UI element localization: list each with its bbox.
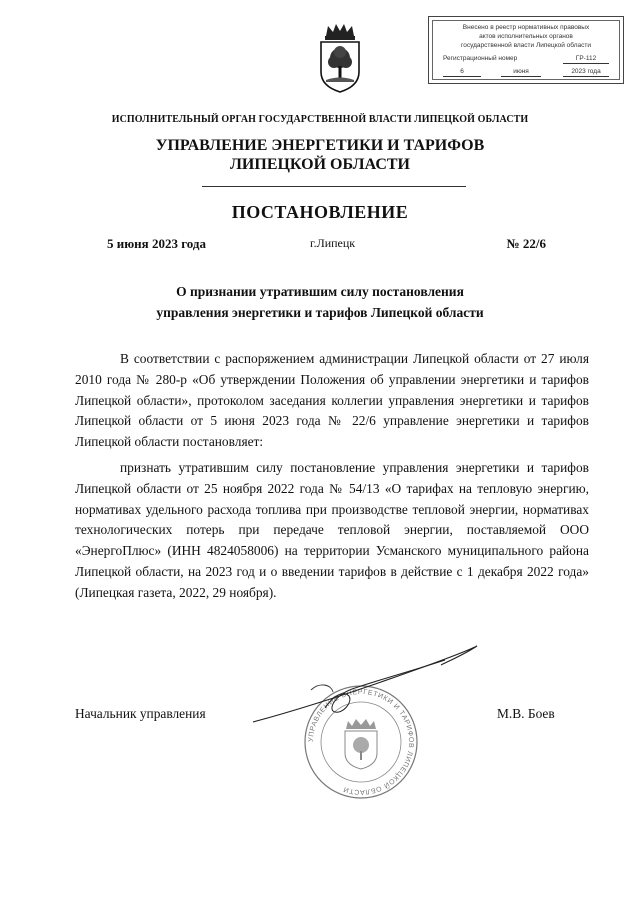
reg-number-label: Регистрационный номер — [443, 55, 518, 62]
seal-text: УПРАВЛЕНИЕ ЭНЕРГЕТИКИ И ТАРИФОВ ЛИПЕЦКОЙ ОБЛАСТИ — [307, 688, 415, 796]
lipetsk-coat-of-arms-icon — [316, 22, 364, 94]
body-paragraph-2: признать утратившим силу постановление управления энергетики и тарифов Липецкой области от 25 ноября 2022 года № 54/13 «О тарифах на тепловую энергию, нормативах удельного расхода топлива при производстве тепловой энергии, нормативах технологических потерь при передаче тепловой энергии, поставляемой ООО «ЭнергоПлюс» (ИНН 4824058006) на территории Усманского муниципального района Липецкой области, на 2023 год и о введении тарифов в действие с 1 декабря 2022 года» (Липецкая газета, 2022, 29 ноября). — [75, 460, 589, 600]
reg-stamp-line2: актов исполнительных органов — [479, 33, 573, 40]
reg-day: 6 — [443, 67, 481, 77]
document-city: г.Липецк — [310, 236, 356, 250]
subject-line2: управления энергетики и тарифов Липецкой области — [156, 305, 484, 320]
document-number: № 22/6 — [506, 236, 546, 251]
document-date: 5 июня 2023 года — [107, 236, 206, 251]
reg-stamp-line3: государственной власти Липецкой области — [460, 42, 591, 49]
subject-line1: О признании утратившим силу постановления — [176, 284, 464, 299]
registration-stamp — [428, 16, 624, 84]
body-paragraph-1: В соответствии с распоряжением администрации Липецкой области от 27 июля 2010 года № 280-р «Об утверждении Положения об управлении энергетики и тарифов Липецкой области», протоколом заседания коллегии управления энергетики и тарифов Липецкой области от 5 июня 2023 года № 22/6 управление энергетики и тарифов Липецкой области постановляет: — [75, 351, 589, 450]
handwritten-signature — [215, 630, 495, 730]
reg-stamp-line1: Внесено в реестр нормативных правовых — [462, 24, 590, 31]
department-name-line1: УПРАВЛЕНИЕ ЭНЕРГЕТИКИ И ТАРИФОВ — [155, 137, 485, 154]
header-divider — [202, 186, 466, 187]
document-type-title: ПОСТАНОВЛЕНИЕ — [231, 202, 409, 222]
reg-month: июня — [501, 67, 541, 77]
signatory-title: Начальник управления — [75, 706, 206, 721]
signatory-name: М.В. Боев — [497, 706, 555, 721]
reg-number-value: ГР-112 — [563, 54, 609, 64]
issuing-organization: ИСПОЛНИТЕЛЬНЫЙ ОРГАН ГОСУДАРСТВЕННОЙ ВЛАСТИ ЛИПЕЦКОЙ ОБЛАСТИ — [111, 114, 529, 125]
department-name-line2: ЛИПЕЦКОЙ ОБЛАСТИ — [230, 156, 410, 173]
reg-year: 2023 года — [563, 67, 609, 77]
